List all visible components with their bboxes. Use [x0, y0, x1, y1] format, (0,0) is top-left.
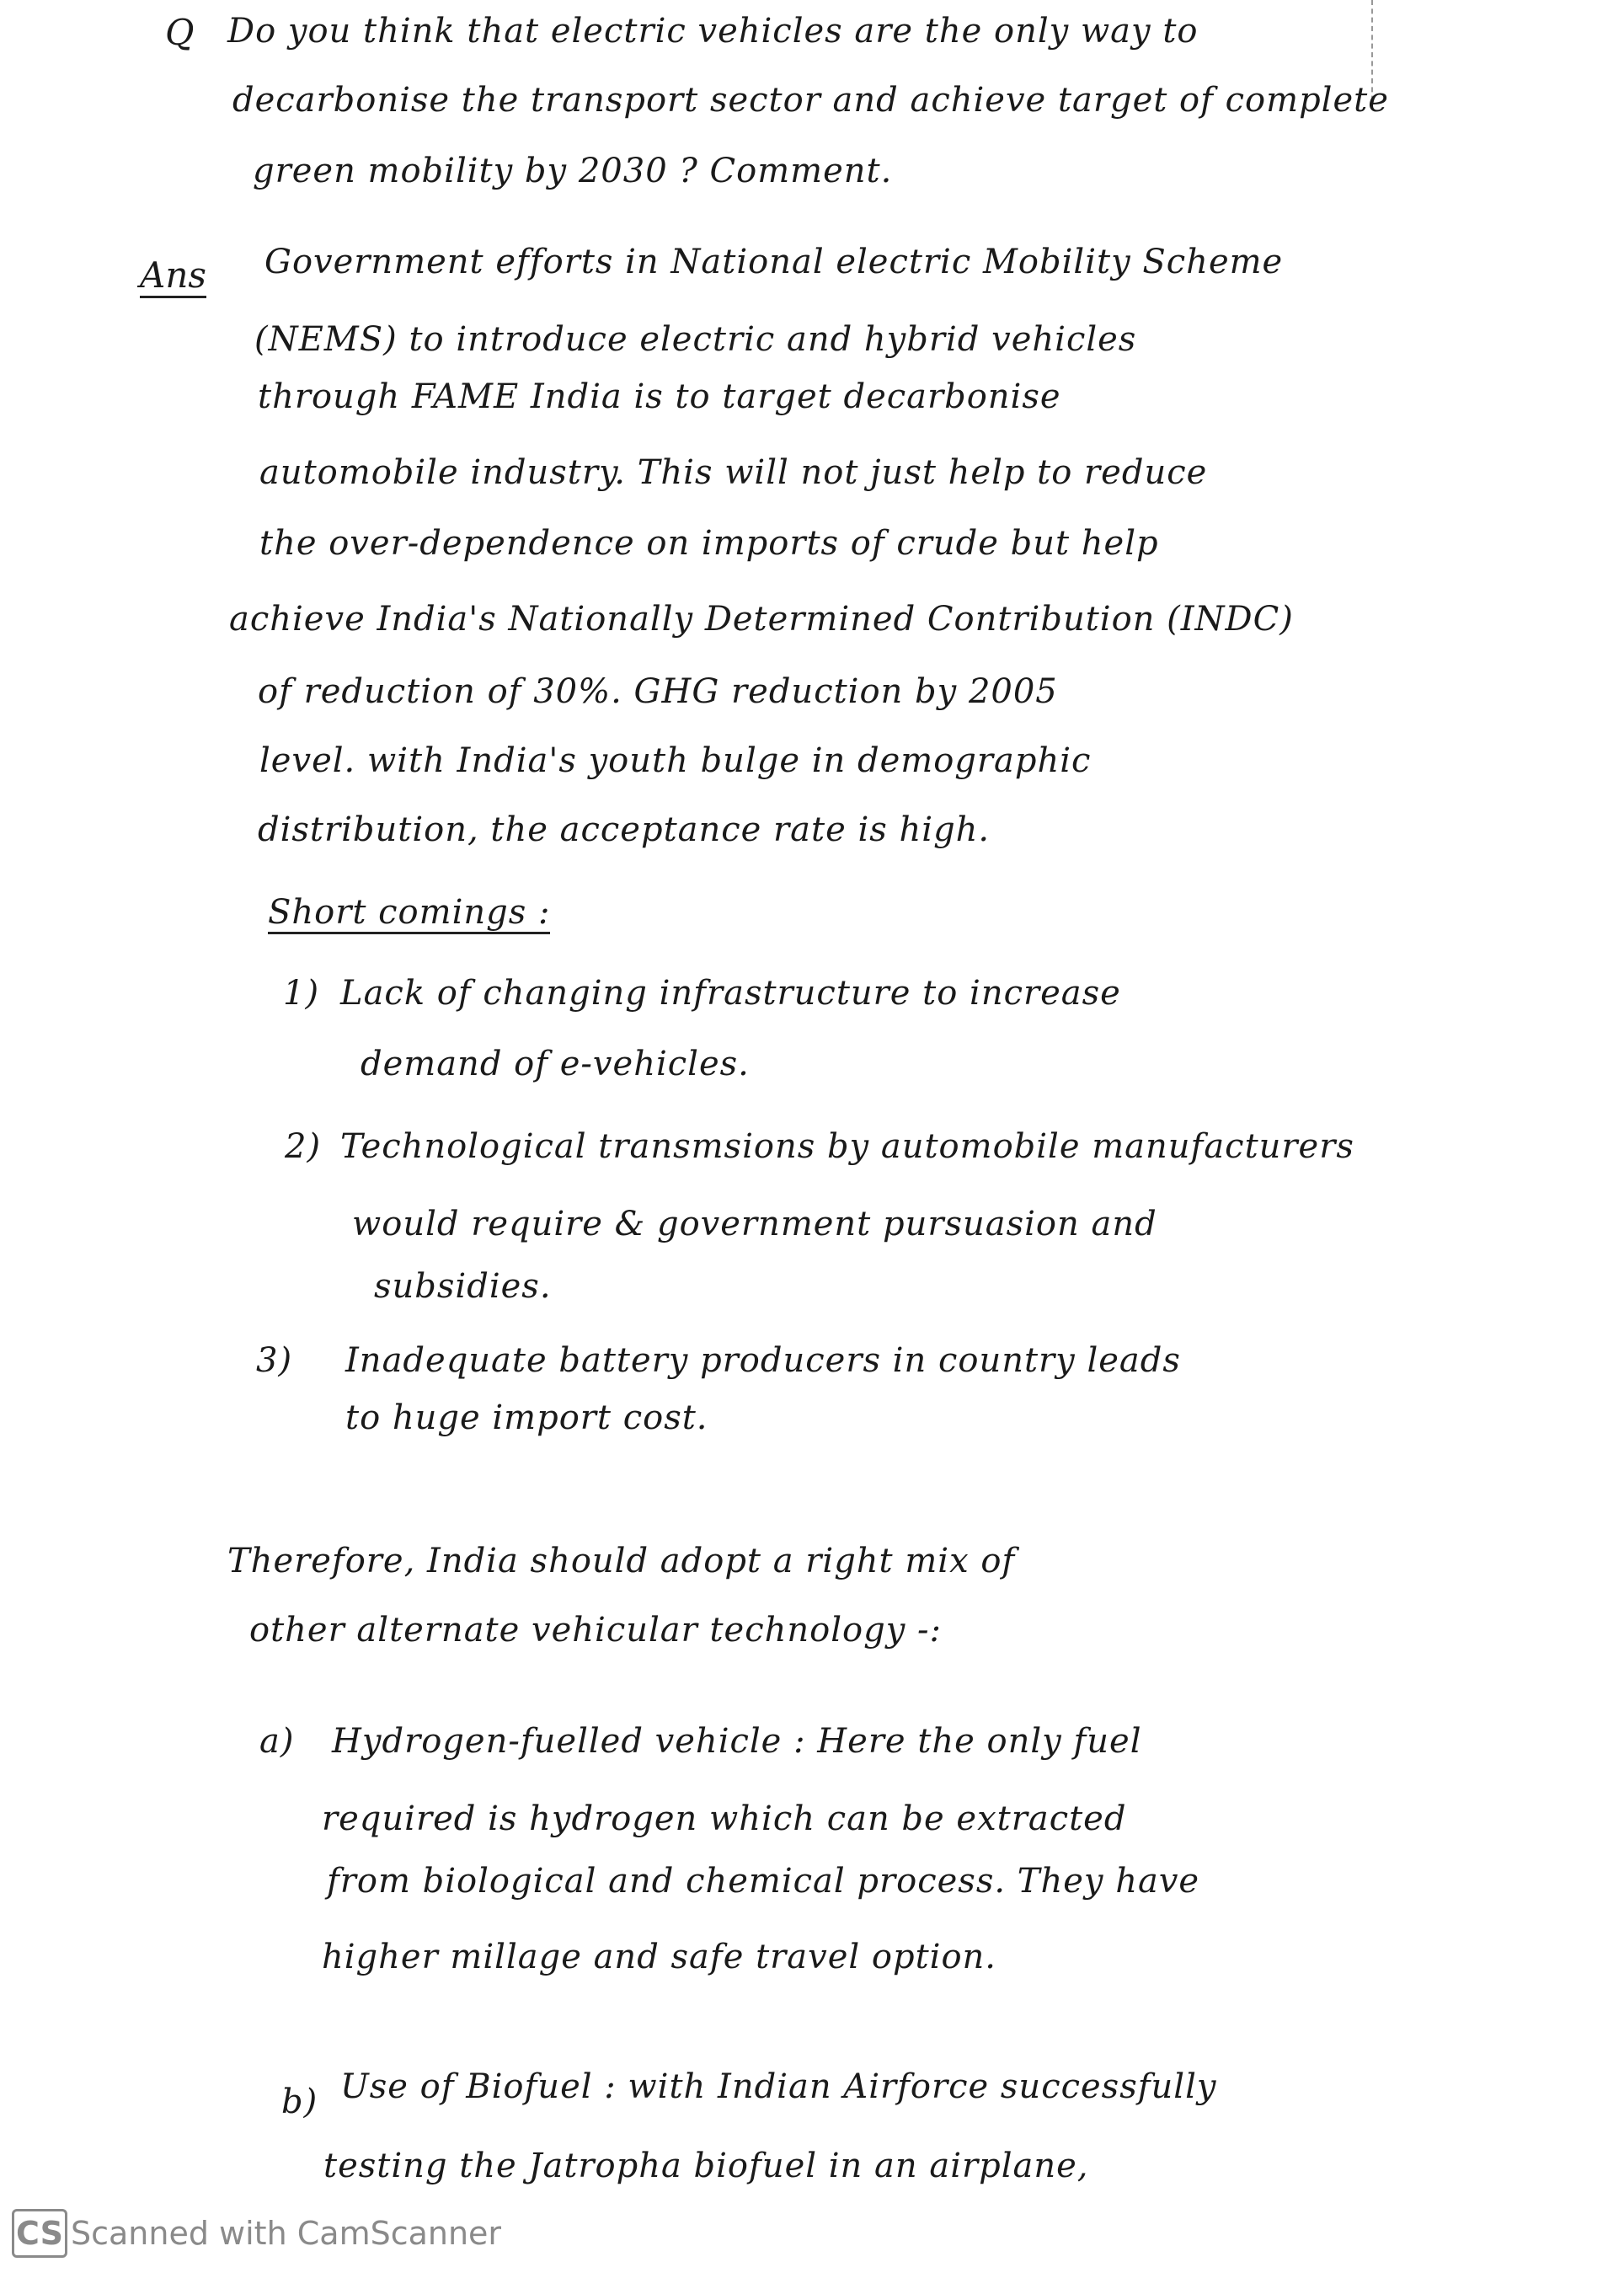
- alternative-number: a): [259, 1722, 295, 1761]
- shortcoming-line: demand of e-vehicles.: [361, 1045, 750, 1083]
- shortcoming-line: Technological transmsions by automobile manufacturers: [340, 1127, 1354, 1166]
- camscanner-watermark: [12, 2209, 501, 2258]
- shortcoming-line: would require & government pursuasion and: [352, 1205, 1157, 1243]
- alternative-line: required is hydrogen which can be extracted: [322, 1799, 1127, 1838]
- conclusion-line: other alternate vehicular technology -:: [249, 1611, 943, 1650]
- answer-line: (NEMS) to introduce electric and hybrid vehicles: [254, 320, 1137, 359]
- answer-label: Ans: [140, 254, 206, 298]
- watermark-text: Scanned with CamScanner: [71, 2215, 502, 2252]
- shortcoming-number: 2): [285, 1127, 322, 1166]
- alternative-line: Use of Biofuel : with Indian Airforce successfully: [340, 2067, 1217, 2106]
- alternative-line: Hydrogen-fuelled vehicle : Here the only fuel: [332, 1722, 1142, 1761]
- question-marker: Q: [165, 12, 195, 53]
- shortcomings-heading: Short comings :: [268, 893, 550, 934]
- alternative-line: higher millage and safe travel option.: [322, 1938, 997, 1976]
- alternative-line: testing the Jatropha biofuel in an airplane,: [323, 2147, 1089, 2185]
- answer-line: distribution, the acceptance rate is high.: [258, 810, 991, 849]
- shortcoming-line: Inadequate battery producers in country leads: [345, 1341, 1181, 1380]
- shortcoming-number: 1): [283, 974, 320, 1013]
- alternative-line: from biological and chemical process. They have: [327, 1862, 1200, 1901]
- answer-line: automobile industry. This will not just help to reduce: [259, 453, 1208, 492]
- camscanner-logo-icon: CS: [12, 2209, 67, 2258]
- shortcoming-line: Lack of changing infrastructure to increase: [340, 974, 1121, 1013]
- answer-line: Government efforts in National electric Mobility Scheme: [264, 243, 1284, 281]
- alternative-number: b): [281, 2083, 318, 2121]
- shortcoming-line: to huge import cost.: [345, 1398, 708, 1437]
- question-line: Do you think that electric vehicles are the only way to: [227, 12, 1199, 51]
- question-line: green mobility by 2030 ? Comment.: [253, 152, 893, 190]
- conclusion-line: Therefore, India should adopt a right mix of: [227, 1542, 1016, 1580]
- question-line: decarbonise the transport sector and achieve target of complete: [232, 81, 1389, 120]
- answer-line: level. with India's youth bulge in demographic: [259, 741, 1092, 780]
- answer-line: through FAME India is to target decarbonise: [258, 377, 1061, 416]
- shortcoming-line: subsidies.: [374, 1267, 552, 1306]
- answer-line: of reduction of 30%. GHG reduction by 2005: [258, 672, 1058, 711]
- shortcoming-number: 3): [256, 1341, 293, 1380]
- answer-line: achieve India's Nationally Determined Contribution (INDC): [229, 600, 1294, 639]
- answer-line: the over-dependence on imports of crude but help: [259, 524, 1159, 563]
